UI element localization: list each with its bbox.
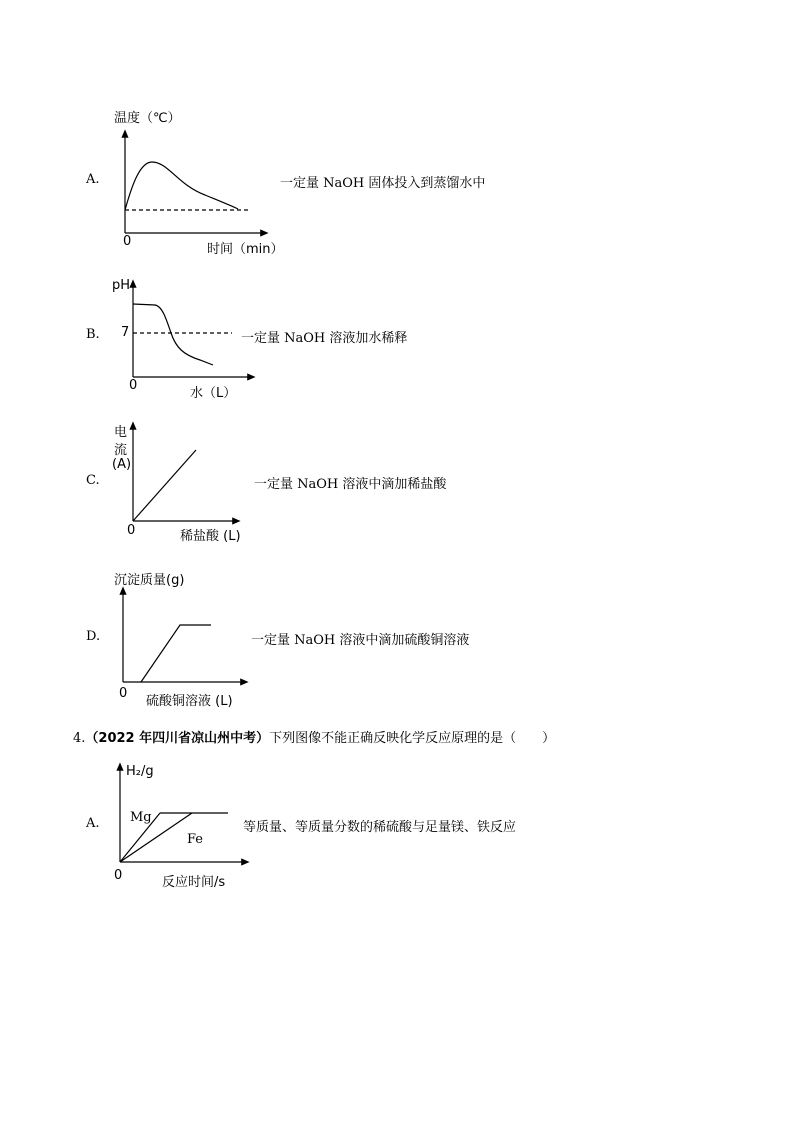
question-4: [73, 727, 555, 746]
graph-a-x-label: 时间（min）: [207, 242, 284, 257]
q4-option-a-letter: A.: [86, 816, 100, 831]
option-b-text: 一定量 NaOH 溶液加水稀释: [241, 331, 408, 346]
option-a-text: 一定量 NaOH 固体投入到蒸馏水中: [280, 176, 486, 191]
graph-c-y-label-2: 流: [114, 443, 128, 458]
graph-q4a-mg-label: Mg: [130, 810, 152, 825]
graph-q4a-fe-label: Fe: [187, 832, 204, 847]
graph-b-y-label: pH: [112, 278, 131, 293]
graph-a-y-label: 温度（℃）: [114, 111, 181, 126]
graph-c-y-label-1: 电: [114, 425, 128, 440]
graph-b-ph7-tick: 7: [121, 325, 130, 340]
question-4-stem: 下列图像不能正确反映化学反应原理的是（ ）: [269, 731, 556, 746]
graph-d-y-label: 沉淀质量(g): [114, 573, 185, 588]
question-4-number: 4.: [73, 731, 86, 746]
option-a-letter: A.: [86, 172, 100, 187]
graph-b: [133, 283, 252, 377]
option-c-text: 一定量 NaOH 溶液中滴加稀盐酸: [254, 477, 447, 492]
graph-b-origin: 0: [129, 378, 138, 393]
question-4-source: （2022 年四川省凉山州中考）: [85, 731, 270, 746]
graph-d: [123, 590, 245, 682]
graph-q4a-origin: 0: [114, 868, 123, 883]
graph-b-x-label: 水（L）: [190, 386, 237, 401]
graph-d-origin: 0: [119, 686, 128, 701]
option-c-letter: C.: [86, 473, 100, 488]
graph-q4a-y-label: H₂/g: [126, 764, 154, 779]
graph-q4a-x-label: 反应时间/s: [162, 875, 226, 890]
graph-c-y-label-3: (A): [112, 457, 132, 472]
option-d-text: 一定量 NaOH 溶液中滴加硫酸铜溶液: [251, 633, 470, 648]
graph-c-origin: 0: [127, 523, 136, 538]
graph-c: [133, 425, 237, 521]
graph-c-x-label: 稀盐酸 (L): [180, 529, 241, 544]
graph-a-origin: 0: [123, 234, 132, 249]
graph-a-curve: [125, 162, 238, 210]
graph-b-curve: [133, 304, 213, 365]
option-d-letter: D.: [86, 629, 101, 644]
q4-option-a-text: 等质量、等质量分数的稀硫酸与足量镁、铁反应: [243, 820, 517, 835]
graph-a: [125, 133, 265, 233]
graph-c-line: [133, 450, 196, 521]
graph-d-line: [141, 625, 211, 682]
graph-d-x-label: 硫酸铜溶液 (L): [146, 694, 233, 709]
option-b-letter: B.: [86, 327, 100, 342]
